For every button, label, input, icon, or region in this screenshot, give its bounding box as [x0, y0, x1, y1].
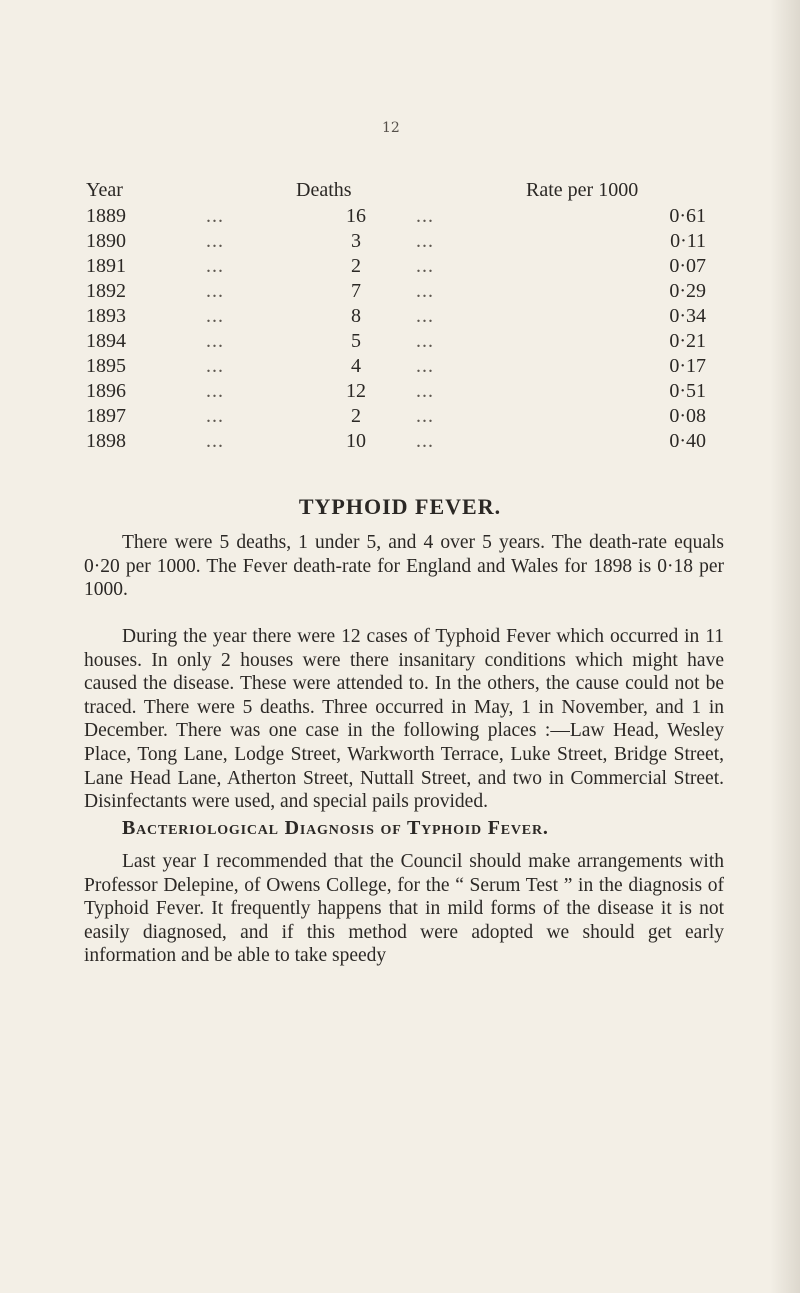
cell-rate: 0·34 — [669, 305, 706, 327]
table-row — [86, 404, 706, 429]
cell-deaths: 2 — [351, 405, 361, 427]
leader-dots: ... — [206, 205, 224, 227]
cell-rate: 0·40 — [669, 430, 706, 452]
paragraph-death-summary: There were 5 deaths, 1 under 5, and 4 over 5 years. The death-rate equals 0·20 per 1000. The Fever death-rate for England and Wales for 1898 is 0·18 per 1000. — [84, 532, 724, 601]
table-row — [86, 329, 706, 354]
table-body — [86, 204, 706, 454]
cell-deaths: 2 — [351, 255, 361, 277]
header-rate: Rate per 1000 — [526, 178, 639, 201]
cell-rate: 0·08 — [669, 405, 706, 427]
leader-dots: ... — [206, 280, 224, 302]
table-row — [86, 429, 706, 454]
cell-year: 1890 — [86, 230, 126, 252]
leader-dots: ... — [416, 405, 434, 427]
cell-rate: 0·61 — [669, 205, 706, 227]
leader-dots: ... — [206, 405, 224, 427]
paragraph-cases: During the year there were 12 cases of Typhoid Fever which occurred in 11 houses. In only 2 houses were there insanitary conditions which might have caused the disease. These were attended to. In the others, the cause could not be traced. There were 5 deaths. Three occurred in May, 1 in November, and 1 in December. There was one case in the following places :—Law Head, Wesley Place, Tong Lane, Lodge Street, Warkworth Terrace, Luke Street, Bridge Street, Lane Head Lane, Atherton Street, Nuttall Street, and two in Commercial Street. Disinfectants were used, and special pails provided. — [84, 626, 724, 813]
table-row — [86, 379, 706, 404]
leader-dots: ... — [206, 430, 224, 452]
cell-year: 1892 — [86, 280, 126, 302]
leader-dots: ... — [206, 380, 224, 402]
cell-deaths: 5 — [351, 330, 361, 352]
leader-dots: ... — [206, 255, 224, 277]
cell-year: 1893 — [86, 305, 126, 327]
leader-dots: ... — [206, 330, 224, 352]
page-edge-shadow — [770, 0, 800, 1293]
section-title: TYPHOID FEVER. — [298, 494, 502, 519]
leader-dots: ... — [416, 330, 434, 352]
leader-dots: ... — [416, 230, 434, 252]
cell-rate: 0·29 — [669, 280, 706, 302]
subheading-bacteriological-diagnosis: Bacteriological Diagnosis of Typhoid Fever. — [122, 817, 549, 839]
death-rate-table — [86, 176, 706, 454]
cell-rate: 0·17 — [669, 355, 706, 377]
paragraph-serum-test: Last year I recommended that the Council should make arrangements with Professor Delepine, of Owens College, for the “ Serum Test ” in the diagnosis of Typhoid Fever. It frequently happens that in mild forms of the disease it is not easily diagnosed, and if this method were adopted we should get early information and be able to take speedy — [84, 851, 724, 967]
table-row — [86, 229, 706, 254]
cell-deaths: 10 — [346, 430, 366, 452]
leader-dots: ... — [206, 230, 224, 252]
table-header-row — [86, 176, 706, 204]
cell-year: 1897 — [86, 405, 126, 427]
cell-rate: 0·11 — [670, 230, 706, 252]
cell-deaths: 12 — [346, 380, 366, 402]
table-row — [86, 304, 706, 329]
cell-deaths: 3 — [351, 230, 361, 252]
header-deaths: Deaths — [296, 178, 352, 201]
leader-dots: ... — [416, 355, 434, 377]
table-row — [86, 204, 706, 229]
table-row — [86, 254, 706, 279]
leader-dots: ... — [416, 305, 434, 327]
table-row — [86, 279, 706, 304]
cell-deaths: 4 — [351, 355, 361, 377]
header-year: Year — [86, 178, 123, 201]
cell-deaths: 16 — [346, 205, 366, 227]
cell-year: 1889 — [86, 205, 126, 227]
cell-year: 1898 — [86, 430, 126, 452]
table-row — [86, 354, 706, 379]
page-number: 12 — [382, 120, 400, 136]
cell-rate: 0·07 — [669, 255, 706, 277]
cell-year: 1894 — [86, 330, 126, 352]
cell-year: 1896 — [86, 380, 126, 402]
cell-deaths: 7 — [351, 280, 361, 302]
leader-dots: ... — [206, 305, 224, 327]
cell-year: 1895 — [86, 355, 126, 377]
leader-dots: ... — [206, 355, 224, 377]
leader-dots: ... — [416, 430, 434, 452]
leader-dots: ... — [416, 255, 434, 277]
cell-rate: 0·51 — [669, 380, 706, 402]
cell-rate: 0·21 — [669, 330, 706, 352]
cell-year: 1891 — [86, 255, 126, 277]
leader-dots: ... — [416, 380, 434, 402]
leader-dots: ... — [416, 205, 434, 227]
cell-deaths: 8 — [351, 305, 361, 327]
leader-dots: ... — [416, 280, 434, 302]
